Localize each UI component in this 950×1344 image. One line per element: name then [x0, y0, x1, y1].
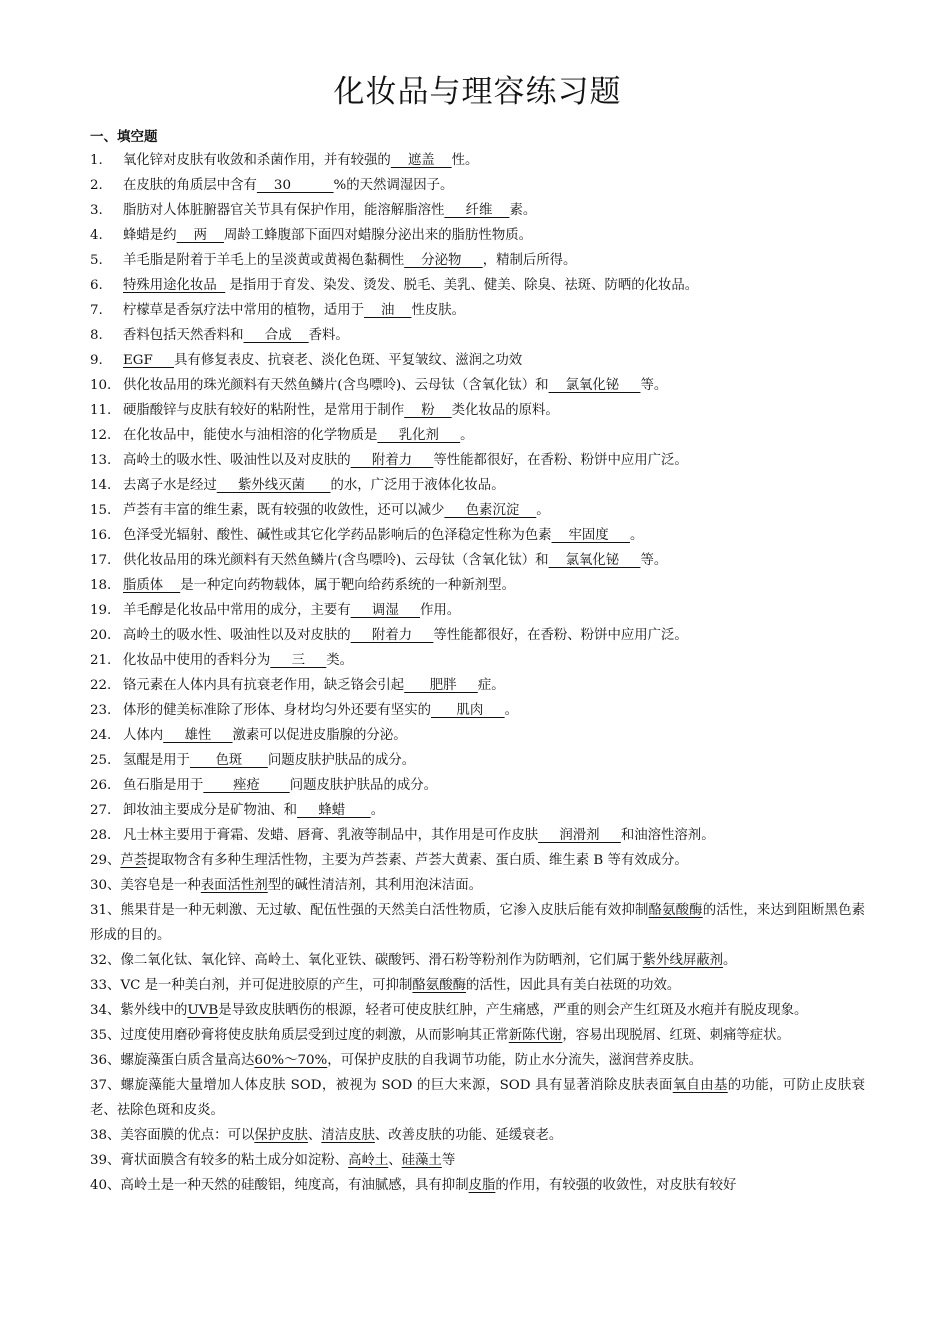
question-number: 20.: [90, 628, 112, 643]
question-text: 羊毛脂是附着于羊毛上的呈淡黄或黄褐色黏稠性: [123, 253, 405, 268]
question-number: 39、: [90, 1153, 121, 1168]
answer-blank: 乳化剂: [377, 428, 461, 443]
question-text: 色泽受光辐射、酸性、碱性或其它化学药品影响后的色泽稳定性称为色素: [123, 528, 552, 543]
question-item: [90, 248, 865, 273]
question-text: 供化妆品用的珠光颜料有天然鱼鳞片(含鸟嘌呤)、云母钛（含氧化钛）和: [123, 553, 549, 568]
question-text: 问题皮肤护肤品的成分。: [267, 753, 416, 768]
answer-blank: 清洁皮肤: [321, 1128, 375, 1143]
question-text: 性。: [451, 153, 479, 168]
question-item: [90, 598, 865, 623]
question-text: 类化妆品的原料。: [451, 403, 559, 418]
question-text: 香料包括天然香料和: [123, 328, 244, 343]
question-text: ，精制后所得。: [482, 253, 577, 268]
answer-blank: 合成: [243, 328, 309, 343]
question-item: [90, 173, 865, 198]
question-text: 高岭土是一种天然的硅酸铝，纯度高，有油腻感，具有抑制: [120, 1178, 469, 1193]
question-text: 。: [536, 503, 550, 518]
answer-blank: 纤维: [444, 203, 510, 218]
question-number: 26.: [90, 778, 112, 793]
question-number: 8.: [90, 328, 103, 343]
question-text: 是指用于育发、染发、烫发、脱毛、美乳、健美、除臭、祛斑、防晒的化妆品。: [225, 278, 699, 293]
question-number: 17.: [90, 553, 112, 568]
question-item: [90, 573, 865, 598]
question-text: 膏状面膜含有较多的粘土成分如淀粉、: [120, 1153, 349, 1168]
question-text: 羊毛醇是化妆品中常用的成分，主要有: [123, 603, 351, 618]
answer-blank: 保护皮肤: [254, 1128, 308, 1143]
question-item: [90, 748, 865, 773]
answer-blank: 酪氨酸酶: [648, 903, 703, 918]
question-text: 性皮肤。: [411, 303, 466, 318]
question-item: [90, 373, 865, 398]
question-item: [90, 823, 865, 848]
question-number: 38、: [90, 1128, 121, 1143]
question-text: 等: [441, 1153, 456, 1168]
answer-blank: 蜂蜡: [297, 803, 371, 818]
question-text: 周龄工蜂腹部下面四对蜡腺分泌出来的脂肪性物质。: [224, 228, 532, 243]
answer-blank: 特殊用途化妆品: [123, 278, 226, 293]
question-number: 9.: [90, 353, 103, 368]
question-item: [90, 898, 865, 948]
question-number: 11.: [90, 403, 112, 418]
question-text: 具有修复表皮、抗衰老、淡化色斑、平复皱纹、滋润之功效: [174, 353, 523, 368]
question-text: 螺旋藻能大量增加人体皮肤 SOD，被视为 SOD 的巨大来源，SOD 具有显著消除皮肤表面: [120, 1078, 673, 1093]
question-text: 的功能，可防止皮肤衰老、祛除色斑和皮炎。: [90, 1078, 866, 1118]
answer-blank: 色素沉淀: [444, 503, 537, 518]
question-number: 30、: [90, 878, 121, 893]
question-number: 6.: [90, 278, 103, 293]
answer-blank: 新陈代谢: [508, 1028, 563, 1043]
question-text: 美容面膜的优点：可以: [120, 1128, 255, 1143]
question-text: 高岭土的吸水性、吸油性以及对皮肤的: [123, 628, 351, 643]
question-text: 体形的健美标准除了形体、身材均匀外还要有坚实的: [123, 703, 431, 718]
question-text: 过度使用磨砂膏将使皮肤角质层受到过度的刺激，从而影响其正常: [120, 1028, 509, 1043]
question-text: 鱼石脂是用于: [123, 778, 204, 793]
question-text: 。: [629, 528, 644, 543]
question-number: 28.: [90, 828, 112, 843]
question-text: 是导致皮肤晒伤的根源，轻者可使皮肤红肿，产生痛感，严重的则会产生红斑及水疱并有脱皮现象。: [218, 1003, 808, 1018]
answer-blank: 色斑: [189, 753, 268, 768]
question-number: 33、: [90, 978, 121, 993]
answer-blank: 脂质体: [123, 578, 181, 593]
question-number: 23.: [90, 703, 112, 718]
document-page: [90, 70, 865, 1198]
question-item: [90, 1173, 865, 1198]
question-number: 12.: [90, 428, 112, 443]
question-item: [90, 223, 865, 248]
question-text: %的天然调湿因子。: [333, 178, 454, 193]
answer-blank: 酪氨酸酶: [412, 978, 466, 993]
question-item: [90, 623, 865, 648]
question-text: 。: [460, 428, 474, 443]
question-number: 21.: [90, 653, 112, 668]
question-number: 15.: [90, 503, 112, 518]
question-number: 35、: [90, 1028, 121, 1043]
question-text: 在皮肤的角质层中含有: [123, 178, 257, 193]
question-item: [90, 523, 865, 548]
answer-blank: 芦荟: [120, 853, 148, 868]
question-text: 、改善皮肤的功能、延缓衰老。: [374, 1128, 563, 1143]
question-number: 29、: [90, 853, 121, 868]
answer-blank: 60%～70%: [254, 1053, 328, 1068]
question-number: 37、: [90, 1078, 121, 1093]
question-item: [90, 648, 865, 673]
answer-blank: 附着力: [350, 628, 434, 643]
question-text: 供化妆品用的珠光颜料有天然鱼鳞片(含鸟嘌呤)、云母钛（含氧化钛）和: [123, 378, 549, 393]
question-item: [90, 498, 865, 523]
answer-blank: 表面活性剂: [200, 878, 268, 893]
question-text: 、: [388, 1153, 402, 1168]
answer-blank: 30: [256, 178, 334, 193]
answer-blank: EGF: [123, 353, 175, 368]
question-number: 31、: [90, 903, 121, 918]
section-heading: 一、填空题: [90, 129, 158, 145]
question-text: 。: [370, 803, 385, 818]
answer-blank: 紫外线屏蔽剂: [642, 953, 724, 968]
question-number: 19.: [90, 603, 112, 618]
question-text: 高岭土的吸水性、吸油性以及对皮肤的: [123, 453, 351, 468]
question-text: 的水，广泛用于液体化妆品。: [330, 478, 505, 493]
answer-blank: 高岭土: [348, 1153, 389, 1168]
question-item: [90, 673, 865, 698]
question-text: 氧化锌对皮肤有收敛和杀菌作用，并有较强的: [123, 153, 391, 168]
question-number: 16.: [90, 528, 112, 543]
question-text: 的活性，来达到阻断黑色素形成的目的。: [90, 903, 866, 943]
question-text: 和油溶性溶剂。: [620, 828, 715, 843]
question-number: 2.: [90, 178, 103, 193]
question-item: [90, 1023, 865, 1048]
question-text: 。: [723, 953, 737, 968]
question-number: 32、: [90, 953, 121, 968]
answer-blank: 皮脂: [468, 1178, 496, 1193]
question-text: 激素可以促进皮脂腺的分泌。: [232, 728, 407, 743]
answer-blank: 油: [364, 303, 412, 318]
answer-blank: 痤疮: [203, 778, 290, 793]
question-text: 人体内: [123, 728, 164, 743]
answer-blank: UVB: [187, 1003, 219, 1018]
question-number: 40、: [90, 1178, 121, 1193]
question-number: 3.: [90, 203, 103, 218]
question-text: 化妆品中使用的香料分为: [123, 653, 271, 668]
question-number: 13.: [90, 453, 112, 468]
question-text: 类。: [326, 653, 354, 668]
question-text: 去离子水是经过: [123, 478, 217, 493]
question-item: [90, 873, 865, 898]
question-number: 27.: [90, 803, 112, 818]
question-text: 等。: [640, 553, 668, 568]
question-item: [90, 473, 865, 498]
question-item: [90, 448, 865, 473]
question-number: 25.: [90, 753, 112, 768]
question-text: 像二氧化钛、氧化锌、高岭土、氧化亚铁、碳酸钙、滑石粉等粉剂作为防晒剂，它们属于: [120, 953, 643, 968]
question-text: 卸妆油主要成分是矿物油、和: [123, 803, 298, 818]
question-item: [90, 773, 865, 798]
question-text: 蜂蜡是约: [123, 228, 177, 243]
question-text: 凡士林主要用于膏霜、发蜡、唇膏、乳液等制品中，其作用是可作皮肤: [123, 828, 539, 843]
answer-blank: 氯氧化铋: [548, 378, 641, 393]
question-text: ，可保护皮肤的自我调节功能，防止水分流失，滋润营养皮肤。: [327, 1053, 703, 1068]
question-text: 、: [307, 1128, 322, 1143]
answer-blank: 肌肉: [430, 703, 505, 718]
question-item: [90, 398, 865, 423]
question-text: 铬元素在人体内具有抗衰老作用，缺乏铬会引起: [123, 678, 405, 693]
question-item: [90, 848, 865, 873]
question-item: [90, 348, 865, 373]
answer-blank: 调湿: [350, 603, 420, 618]
question-text: 问题皮肤护肤品的成分。: [289, 778, 438, 793]
question-text: 美容皂是一种: [120, 878, 201, 893]
question-item: [90, 423, 865, 448]
question-text: ，容易出现脱屑、红斑、刺痛等症状。: [562, 1028, 790, 1043]
answer-blank: 紫外线灭菌: [216, 478, 331, 493]
question-item: [90, 548, 865, 573]
answer-blank: 遮盖: [390, 153, 452, 168]
question-text: 提取物含有多种生理活性物，主要为芦荟素、芦荟大黄素、蛋白质、维生素 B 等有效成分。: [147, 853, 688, 868]
answer-blank: 肥胖: [404, 678, 478, 693]
question-list: [90, 148, 865, 1198]
question-text: 螺旋藻蛋白质含量高达: [120, 1053, 255, 1068]
answer-blank: 粉: [404, 403, 452, 418]
question-text: VC 是一种美白剂，并可促进胶原的产生，可抑制: [120, 978, 413, 993]
question-item: [90, 1048, 865, 1073]
answer-blank: 两: [176, 228, 225, 243]
question-number: 18.: [90, 578, 112, 593]
question-item: [90, 798, 865, 823]
question-item: [90, 973, 865, 998]
answer-blank: 硅藻土: [401, 1153, 442, 1168]
answer-blank: 雄性: [163, 728, 233, 743]
question-item: [90, 1073, 865, 1123]
question-text: 。: [504, 703, 518, 718]
question-text: 柠檬草是香氛疗法中常用的植物，适用于: [123, 303, 365, 318]
question-item: [90, 948, 865, 973]
question-number: 34、: [90, 1003, 121, 1018]
question-number: 5.: [90, 253, 103, 268]
question-number: 4.: [90, 228, 103, 243]
answer-blank: 润滑剂: [538, 828, 621, 843]
question-text: 紫外线中的: [120, 1003, 188, 1018]
question-number: 1.: [90, 153, 103, 168]
question-item: [90, 323, 865, 348]
question-text: 症。: [477, 678, 505, 693]
question-number: 24.: [90, 728, 112, 743]
question-text: 在化妆品中，能使水与油相溶的化学物质是: [123, 428, 378, 443]
question-item: [90, 1148, 865, 1173]
question-text: 作用。: [420, 603, 461, 618]
question-item: [90, 198, 865, 223]
question-number: 14.: [90, 478, 112, 493]
question-item: [90, 298, 865, 323]
question-text: 硬脂酸锌与皮肤有较好的粘附性，是常用于制作: [123, 403, 405, 418]
answer-blank: 附着力: [350, 453, 434, 468]
question-number: 10.: [90, 378, 112, 393]
question-text: 的作用，有较强的收敛性，对皮肤有较好: [495, 1178, 737, 1193]
question-text: 素。: [509, 203, 537, 218]
question-text: 等。: [640, 378, 668, 393]
answer-blank: 分泌物: [404, 253, 483, 268]
question-item: [90, 1123, 865, 1148]
answer-blank: 三: [270, 653, 327, 668]
page-title: 化妆品与理容练习题: [333, 74, 622, 110]
question-number: 7.: [90, 303, 103, 318]
question-text: 芦荟有丰富的维生素，既有较强的收敛性，还可以减少: [123, 503, 445, 518]
question-text: 等性能都很好，在香粉、粉饼中应用广泛。: [433, 628, 688, 643]
question-number: 22.: [90, 678, 112, 693]
question-item: [90, 273, 865, 298]
answer-blank: 氯氧化铋: [548, 553, 641, 568]
question-item: [90, 148, 865, 173]
question-item: [90, 998, 865, 1023]
question-text: 是一种定向药物载体，属于靶向给药系统的一种新剂型。: [180, 578, 515, 593]
question-text: 脂肪对人体脏腑器官关节具有保护作用，能溶解脂溶性: [123, 203, 445, 218]
question-text: 型的碱性清洁剂，其利用泡沫洁面。: [267, 878, 482, 893]
question-text: 等性能都很好，在香粉、粉饼中应用广泛。: [433, 453, 688, 468]
question-text: 的活性，因此具有美白祛斑的功效。: [465, 978, 681, 993]
question-text: 香料。: [308, 328, 349, 343]
answer-blank: 牢固度: [551, 528, 630, 543]
answer-blank: 氧自由基: [672, 1078, 728, 1093]
question-text: 熊果苷是一种无刺激、无过敏、配伍性强的天然美白活性物质，它渗入皮肤后能有效抑制: [120, 903, 649, 918]
question-number: 36、: [90, 1053, 121, 1068]
question-item: [90, 698, 865, 723]
question-text: 氢醌是用于: [123, 753, 190, 768]
question-item: [90, 723, 865, 748]
